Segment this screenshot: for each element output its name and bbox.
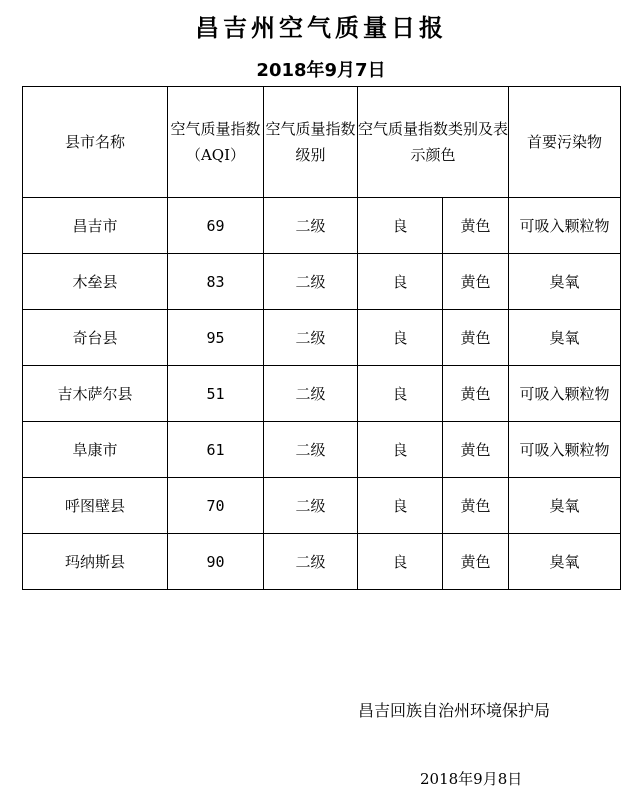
cell-aqi: 70 bbox=[168, 478, 264, 534]
aqi-table bbox=[22, 86, 621, 590]
cell-county: 木垒县 bbox=[23, 254, 168, 310]
cell-pollutant: 可吸入颗粒物 bbox=[509, 366, 621, 422]
cell-aqi: 83 bbox=[168, 254, 264, 310]
cell-category: 良 bbox=[358, 478, 443, 534]
cell-category: 良 bbox=[358, 254, 443, 310]
header-county: 县市名称 bbox=[23, 87, 168, 198]
header-level: 空气质量指数级别 bbox=[264, 87, 358, 198]
cell-category: 良 bbox=[358, 422, 443, 478]
cell-color: 黄色 bbox=[443, 478, 509, 534]
cell-color: 黄色 bbox=[443, 366, 509, 422]
table-row bbox=[23, 478, 621, 534]
cell-level: 二级 bbox=[264, 478, 358, 534]
cell-pollutant: 臭氧 bbox=[509, 310, 621, 366]
cell-color: 黄色 bbox=[443, 310, 509, 366]
footer-organization: 昌吉回族自治州环境保护局 bbox=[358, 701, 551, 720]
cell-color: 黄色 bbox=[443, 198, 509, 254]
cell-level: 二级 bbox=[264, 422, 358, 478]
cell-aqi: 61 bbox=[168, 422, 264, 478]
table-row bbox=[23, 198, 621, 254]
cell-level: 二级 bbox=[264, 366, 358, 422]
cell-level: 二级 bbox=[264, 310, 358, 366]
cell-pollutant: 臭氧 bbox=[509, 254, 621, 310]
cell-category: 良 bbox=[358, 198, 443, 254]
cell-aqi: 90 bbox=[168, 534, 264, 590]
cell-pollutant: 臭氧 bbox=[509, 534, 621, 590]
cell-level: 二级 bbox=[264, 198, 358, 254]
table-body bbox=[23, 198, 621, 590]
footer-issue-date: 2018年9月8日 bbox=[420, 770, 523, 788]
header-aqi: 空气质量指数（AQI） bbox=[168, 87, 264, 198]
cell-color: 黄色 bbox=[443, 254, 509, 310]
cell-category: 良 bbox=[358, 534, 443, 590]
cell-pollutant: 臭氧 bbox=[509, 478, 621, 534]
cell-category: 良 bbox=[358, 366, 443, 422]
cell-aqi: 95 bbox=[168, 310, 264, 366]
header-category: 空气质量指数类别及表示颜色 bbox=[358, 87, 509, 198]
cell-county: 吉木萨尔县 bbox=[23, 366, 168, 422]
cell-county: 阜康市 bbox=[23, 422, 168, 478]
header-pollutant: 首要污染物 bbox=[509, 87, 621, 198]
cell-aqi: 69 bbox=[168, 198, 264, 254]
cell-color: 黄色 bbox=[443, 534, 509, 590]
cell-county: 呼图壁县 bbox=[23, 478, 168, 534]
report-date: 2018年9月7日 bbox=[256, 60, 386, 81]
cell-pollutant: 可吸入颗粒物 bbox=[509, 422, 621, 478]
table-header bbox=[23, 87, 621, 198]
cell-color: 黄色 bbox=[443, 422, 509, 478]
report-title: 昌吉州空气质量日报 bbox=[195, 14, 447, 42]
cell-level: 二级 bbox=[264, 254, 358, 310]
table-row bbox=[23, 422, 621, 478]
cell-level: 二级 bbox=[264, 534, 358, 590]
table-row bbox=[23, 310, 621, 366]
table-row bbox=[23, 366, 621, 422]
cell-pollutant: 可吸入颗粒物 bbox=[509, 198, 621, 254]
cell-county: 玛纳斯县 bbox=[23, 534, 168, 590]
cell-county: 昌吉市 bbox=[23, 198, 168, 254]
table-row bbox=[23, 534, 621, 590]
cell-county: 奇台县 bbox=[23, 310, 168, 366]
cell-aqi: 51 bbox=[168, 366, 264, 422]
table-row bbox=[23, 254, 621, 310]
cell-category: 良 bbox=[358, 310, 443, 366]
